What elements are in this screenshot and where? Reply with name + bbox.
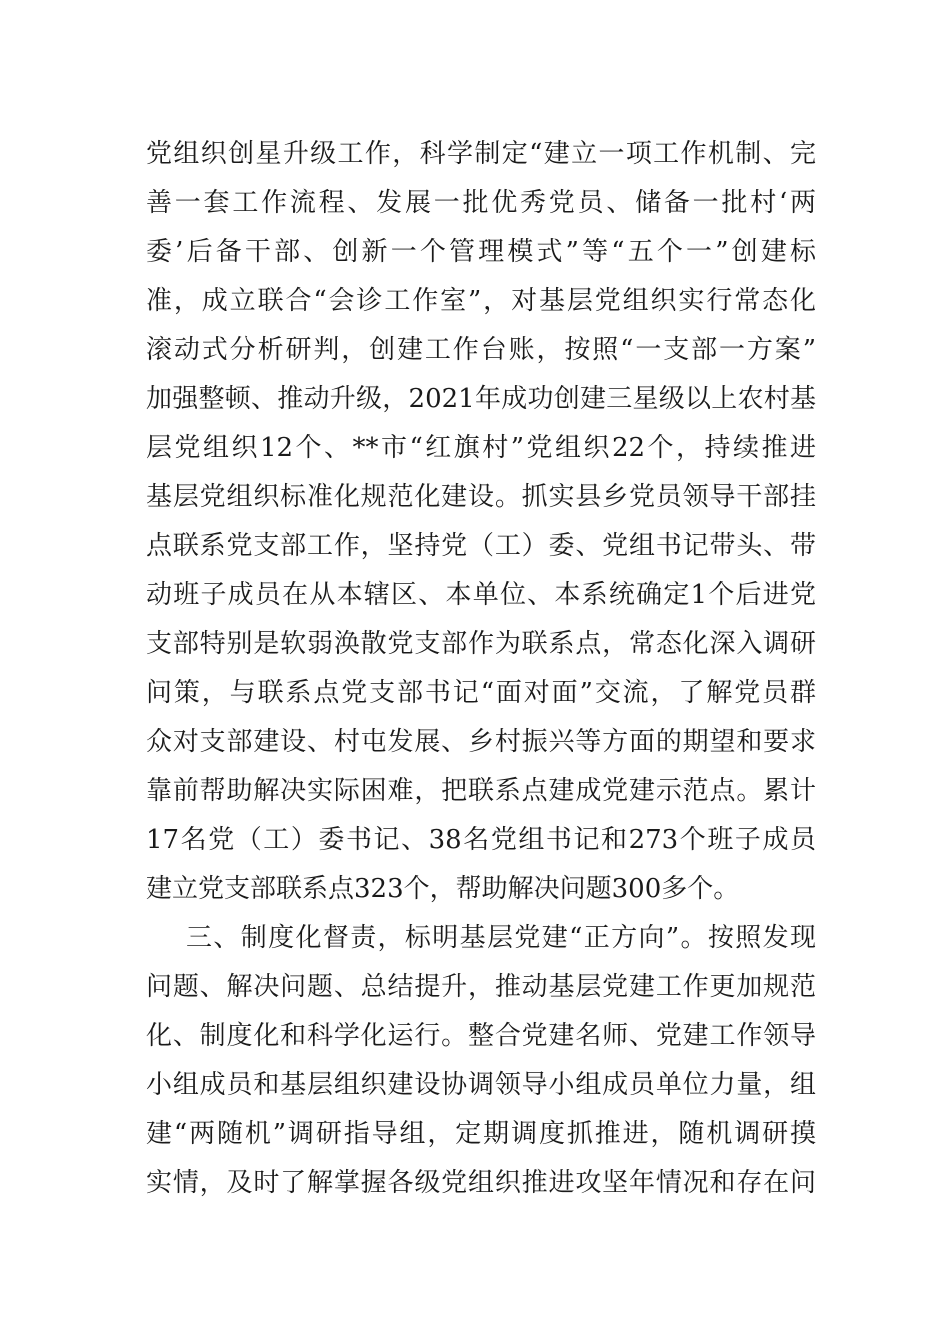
- text-line: 小组成员和基层组织建设协调领导小组成员单位力量，组: [146, 1070, 816, 1100]
- text-line: 问策，与联系点党支部书记“面对面”交流，了解党员群: [146, 678, 816, 708]
- text-line: 党组织创星升级工作，科学制定“建立一项工作机制、完: [146, 139, 816, 169]
- text-line: 建“两随机”调研指导组，定期调度抓推进，随机调研摸: [146, 1119, 816, 1149]
- text-line: 基层党组织标准化规范化建设。抓实县乡党员领导干部挂: [146, 482, 816, 512]
- section-heading-line: 三、制度化督责，标明基层党建“正方向”。按照发现: [186, 923, 816, 953]
- text-line: 支部特别是软弱涣散党支部作为联系点，常态化深入调研: [146, 629, 816, 659]
- text-line: 众对支部建设、村屯发展、乡村振兴等方面的期望和要求: [146, 727, 816, 757]
- text-line: 问题、解决问题、总结提升，推动基层党建工作更加规范: [146, 972, 816, 1002]
- text-line: 实情，及时了解掌握各级党组织推进攻坚年情况和存在问: [146, 1168, 816, 1198]
- text-line: 靠前帮助解决实际困难，把联系点建成党建示范点。累计: [146, 776, 816, 806]
- paragraph-end-line: 建立党支部联系点323个，帮助解决问题300多个。: [146, 874, 740, 904]
- text-line: 滚动式分析研判，创建工作台账，按照“一支部一方案”: [146, 335, 816, 365]
- text-line: 委’后备干部、创新一个管理模式”等“五个一”创建标: [146, 237, 816, 267]
- text-line: 准，成立联合“会诊工作室”，对基层党组织实行常态化: [146, 286, 816, 316]
- text-line: 加强整顿、推动升级，2021年成功创建三星级以上农村基: [146, 384, 816, 414]
- text-line: 层党组织12个、**市“红旗村”党组织22个，持续推进: [146, 433, 816, 463]
- text-line: 17名党（工）委书记、38名党组书记和273个班子成员: [146, 825, 816, 855]
- text-line: 善一套工作流程、发展一批优秀党员、储备一批村‘两: [146, 188, 816, 218]
- text-line: 动班子成员在从本辖区、本单位、本系统确定1个后进党: [146, 580, 816, 610]
- text-line: 化、制度化和科学化运行。整合党建名师、党建工作领导: [146, 1021, 816, 1051]
- text-line: 点联系党支部工作，坚持党（工）委、党组书记带头、带: [146, 531, 816, 561]
- body-text: [146, 130, 816, 1208]
